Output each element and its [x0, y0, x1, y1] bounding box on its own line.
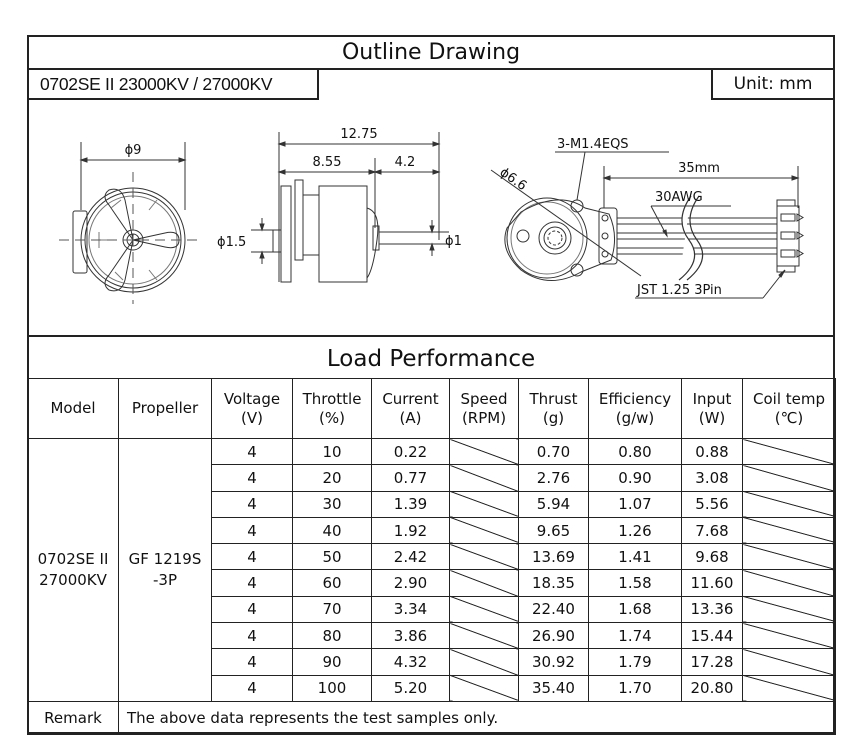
base-shaft-diameter-label: ϕ1.5 — [217, 235, 247, 250]
lead-length-label: 35mm — [678, 161, 720, 176]
header-input: Input (W) — [682, 379, 743, 439]
efficiency-cell: 1.68 — [589, 596, 682, 622]
body-length-label: 8.55 — [312, 155, 342, 170]
input-cell: 3.08 — [682, 465, 743, 491]
throttle-cell: 80 — [293, 623, 372, 649]
input-cell: 15.44 — [682, 623, 743, 649]
header-propeller: Propeller — [119, 379, 212, 439]
thrust-cell: 0.70 — [519, 439, 589, 465]
voltage-cell: 4 — [212, 649, 293, 675]
throttle-cell: 10 — [293, 439, 372, 465]
coil-temp-cell-empty — [743, 544, 836, 570]
voltage-cell: 4 — [212, 517, 293, 543]
shaft-diameter-label: ϕ1 — [445, 234, 462, 249]
thrust-cell: 5.94 — [519, 491, 589, 517]
header-speed: Speed (RPM) — [450, 379, 519, 439]
side-view — [217, 127, 462, 282]
speed-cell-empty — [450, 544, 519, 570]
throttle-cell: 30 — [293, 491, 372, 517]
rear-view — [491, 137, 803, 298]
thrust-cell: 26.90 — [519, 623, 589, 649]
load-performance-table — [27, 378, 836, 735]
input-cell: 5.56 — [682, 491, 743, 517]
unit-label: Unit: mm — [711, 68, 835, 100]
throttle-cell: 50 — [293, 544, 372, 570]
current-cell: 1.39 — [372, 491, 450, 517]
mount-diameter-label: ϕ6.6 — [496, 164, 530, 195]
thrust-cell: 13.69 — [519, 544, 589, 570]
efficiency-cell: 1.26 — [589, 517, 682, 543]
outline-drawing — [29, 100, 833, 336]
input-cell: 7.68 — [682, 517, 743, 543]
input-cell: 13.36 — [682, 596, 743, 622]
thrust-cell: 18.35 — [519, 570, 589, 596]
thrust-cell: 30.92 — [519, 649, 589, 675]
efficiency-cell: 1.70 — [589, 675, 682, 701]
speed-cell-empty — [450, 623, 519, 649]
coil-temp-cell-empty — [743, 439, 836, 465]
coil-temp-cell-empty — [743, 491, 836, 517]
propeller-cell: GF 1219S -3P — [119, 439, 212, 702]
efficiency-cell: 1.74 — [589, 623, 682, 649]
throttle-cell: 60 — [293, 570, 372, 596]
thrust-cell: 2.76 — [519, 465, 589, 491]
current-cell: 4.32 — [372, 649, 450, 675]
speed-cell-empty — [450, 439, 519, 465]
voltage-cell: 4 — [212, 544, 293, 570]
speed-cell-empty — [450, 491, 519, 517]
header-thrust: Thrust (g) — [519, 379, 589, 439]
front-view — [59, 142, 199, 304]
efficiency-cell: 1.79 — [589, 649, 682, 675]
header-coil-temp: Coil temp (℃) — [743, 379, 836, 439]
current-cell: 2.90 — [372, 570, 450, 596]
header-throttle: Throttle (%) — [293, 379, 372, 439]
input-cell: 0.88 — [682, 439, 743, 465]
current-cell: 0.22 — [372, 439, 450, 465]
current-cell: 5.20 — [372, 675, 450, 701]
voltage-cell: 4 — [212, 596, 293, 622]
coil-temp-cell-empty — [743, 675, 836, 701]
coil-temp-cell-empty — [743, 623, 836, 649]
voltage-cell: 4 — [212, 570, 293, 596]
input-cell: 17.28 — [682, 649, 743, 675]
current-cell: 3.34 — [372, 596, 450, 622]
remark-text: The above data represents the test samples only. — [119, 701, 836, 734]
total-length-label: 12.75 — [340, 127, 378, 142]
shaft-length-label: 4.2 — [394, 155, 416, 170]
thrust-cell: 35.40 — [519, 675, 589, 701]
efficiency-cell: 0.90 — [589, 465, 682, 491]
voltage-cell: 4 — [212, 623, 293, 649]
voltage-cell: 4 — [212, 491, 293, 517]
thrust-cell: 22.40 — [519, 596, 589, 622]
header-current: Current (A) — [372, 379, 450, 439]
table-header-row — [28, 379, 836, 439]
table-row — [28, 439, 836, 465]
current-cell: 0.77 — [372, 465, 450, 491]
current-cell: 1.92 — [372, 517, 450, 543]
coil-temp-cell-empty — [743, 570, 836, 596]
speed-cell-empty — [450, 675, 519, 701]
header-voltage: Voltage (V) — [212, 379, 293, 439]
voltage-cell: 4 — [212, 439, 293, 465]
coil-temp-cell-empty — [743, 517, 836, 543]
model-label: 0702SE II 23000KV / 27000KV — [27, 68, 319, 100]
speed-cell-empty — [450, 570, 519, 596]
model-cell: 0702SE II 27000KV — [28, 439, 119, 702]
throttle-cell: 100 — [293, 675, 372, 701]
screw-label: 3-M1.4EQS — [557, 137, 629, 152]
speed-cell-empty — [450, 517, 519, 543]
speed-cell-empty — [450, 465, 519, 491]
thrust-cell: 9.65 — [519, 517, 589, 543]
outline-drawing-title: Outline Drawing — [27, 35, 835, 70]
remark-row — [28, 701, 836, 734]
input-cell: 20.80 — [682, 675, 743, 701]
wire-gauge-label: 30AWG — [655, 190, 703, 205]
speed-cell-empty — [450, 649, 519, 675]
current-cell: 3.86 — [372, 623, 450, 649]
connector-label: JST 1.25 3Pin — [637, 283, 722, 298]
throttle-cell: 70 — [293, 596, 372, 622]
front-diameter-label: ϕ9 — [124, 143, 142, 158]
voltage-cell: 4 — [212, 675, 293, 701]
efficiency-cell: 0.80 — [589, 439, 682, 465]
coil-temp-cell-empty — [743, 465, 836, 491]
speed-cell-empty — [450, 596, 519, 622]
coil-temp-cell-empty — [743, 649, 836, 675]
throttle-cell: 40 — [293, 517, 372, 543]
input-cell: 9.68 — [682, 544, 743, 570]
throttle-cell: 20 — [293, 465, 372, 491]
input-cell: 11.60 — [682, 570, 743, 596]
header-efficiency: Efficiency (g/w) — [589, 379, 682, 439]
efficiency-cell: 1.58 — [589, 570, 682, 596]
voltage-cell: 4 — [212, 465, 293, 491]
load-performance-title: Load Performance — [27, 335, 835, 380]
efficiency-cell: 1.41 — [589, 544, 682, 570]
coil-temp-cell-empty — [743, 596, 836, 622]
throttle-cell: 90 — [293, 649, 372, 675]
header-model: Model — [28, 379, 119, 439]
efficiency-cell: 1.07 — [589, 491, 682, 517]
current-cell: 2.42 — [372, 544, 450, 570]
remark-label: Remark — [28, 701, 119, 734]
